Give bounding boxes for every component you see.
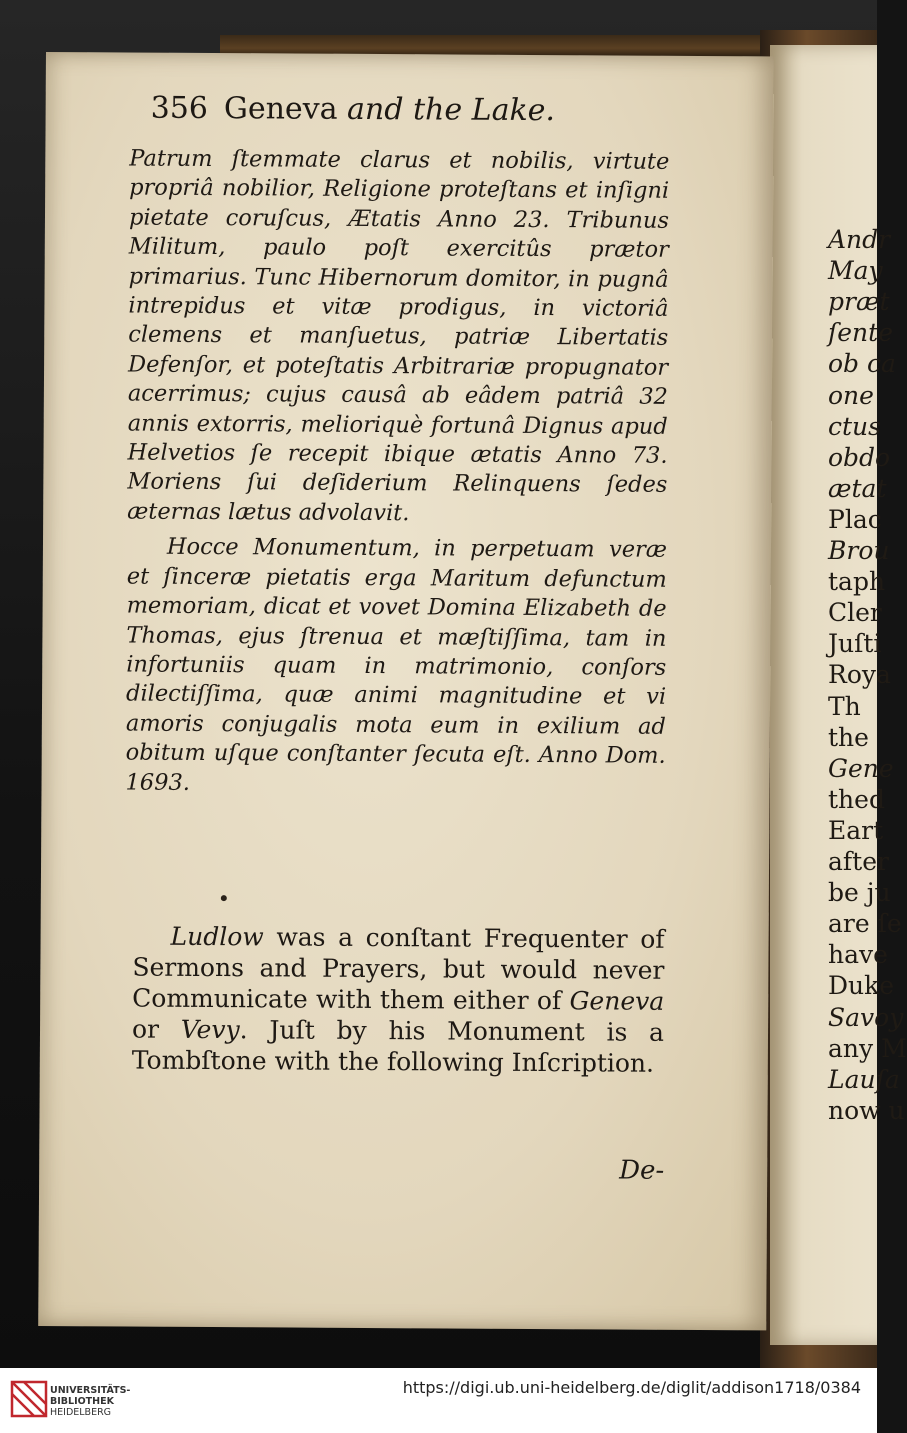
place-vevy: Vevy xyxy=(180,1014,240,1045)
facing-page-fragment: ætat xyxy=(828,473,887,503)
latin-inscription xyxy=(125,145,669,801)
facing-page-fragment: ob ca xyxy=(828,349,896,379)
header-title-roman: Geneva xyxy=(223,91,338,127)
facing-page-fragment: Andr xyxy=(828,225,891,254)
book-page xyxy=(38,52,774,1330)
facing-page-fragment: now u xyxy=(828,1095,905,1125)
facing-page-fragment: Gene xyxy=(828,753,894,783)
facing-page-fragment: have xyxy=(828,940,888,970)
header-title-italic: and the Lake. xyxy=(347,91,556,129)
running-header xyxy=(151,91,556,128)
facing-page-fragment: Th xyxy=(828,691,861,721)
ornament-dot xyxy=(221,895,227,901)
facing-page-fragment: Eart xyxy=(828,815,884,845)
library-logo-icon xyxy=(10,1380,48,1418)
english-part-2: was a conſtant Frequenter of Sermons and Prayers, but would never Communicate with them either of xyxy=(132,922,665,1016)
permalink-url[interactable]: https://digi.ub.uni-heidelberg.de/diglit/addison1718/0384 xyxy=(402,1378,861,1397)
page-number: 356 xyxy=(150,90,209,126)
library-line-1: UNIVERSITÄTS- xyxy=(50,1385,131,1396)
place-geneva: Geneva xyxy=(569,986,665,1016)
library-line-3: HEIDELBERG xyxy=(50,1407,112,1418)
facing-page-fragment: Brou xyxy=(828,536,890,565)
name-ludlow: Ludlow xyxy=(170,921,264,952)
facing-page-fragment: be ju xyxy=(828,878,891,908)
facing-page-fragment: taph xyxy=(828,567,886,597)
facing-page-fragment: any M xyxy=(828,1033,907,1063)
facing-page-fragment: the xyxy=(828,722,869,752)
facing-page-fragment: ſente xyxy=(828,318,893,348)
facing-page-fragment: one xyxy=(828,380,874,410)
english-part-4: or xyxy=(131,1014,181,1044)
facing-page-fragment: thed xyxy=(828,784,885,814)
facing-page xyxy=(770,45,907,1345)
facing-page-fragment: obdo xyxy=(828,442,891,472)
facing-page-fragment: Roya xyxy=(828,660,891,690)
facing-page-fragment: Duke xyxy=(828,971,895,1001)
english-paragraph xyxy=(132,921,665,1079)
latin-paragraph-2: Hocce Monumentum, in perpetuam veræ et ſinceræ pietatis erga Maritum defunctum memoriam, dicat et vovet Domina Elizabeth de Thomas, ejus ſtrenua et mæſtiſſima, tam in infortuniis quam in matrimonio, conſors dilectiſſima, quæ animi magnitudine et vi amoris conjugalis mota eum in exilium ad obitum uſque conſtanter ſecuta eſt. Anno Dom. 1693. xyxy=(125,534,668,796)
facing-page-fragment: after xyxy=(828,847,889,876)
facing-page-fragment: Plac xyxy=(828,504,882,534)
facing-page-fragment: May xyxy=(828,256,883,286)
english-text xyxy=(132,921,665,1079)
facing-page-fragment: ctus xyxy=(828,411,881,441)
facing-page-fragment: are ſe xyxy=(828,909,902,939)
latin-paragraph-1: Patrum ſtemmate clarus et nobilis, virtute propriâ nobilior, Religione proteſtans et inſigni pietate coruſcus, Ætatis Anno 23. Tribunus Militum, paulo poſt exercitûs prætor primarius. Tunc Hibernorum domitor, in pugnâ intrepidus et vitæ prodigus, in victoriâ clemens et manſuetus, patriæ Libertatis Defenſor, et poteſtatis Arbitrariæ propugnator acerrimus; cujus causâ ab eâdem patriâ 32 annis extorris, melioriquè fortunâ Dignus apud Helvetios ſe recepit ibique ætatis Anno 73. Moriens ſui deſiderium Relinquens ſedes æternas lætus advolavit. xyxy=(127,145,670,527)
library-name xyxy=(50,1385,130,1418)
facing-page-fragment: præt xyxy=(828,287,890,317)
library-line-2: BIBLIOTHEK xyxy=(50,1396,114,1407)
facing-page-fragment: Cler xyxy=(828,598,882,628)
facing-page-fragment: Savoy xyxy=(828,1002,904,1032)
facing-page-fragment: Juſti xyxy=(828,629,882,659)
catchword: De- xyxy=(619,1155,665,1186)
english-part-6: . Juſt by his Monument is a Tombſtone with the following Inſcription. xyxy=(131,1015,665,1078)
facing-page-fragment: Lauſa xyxy=(828,1064,900,1094)
